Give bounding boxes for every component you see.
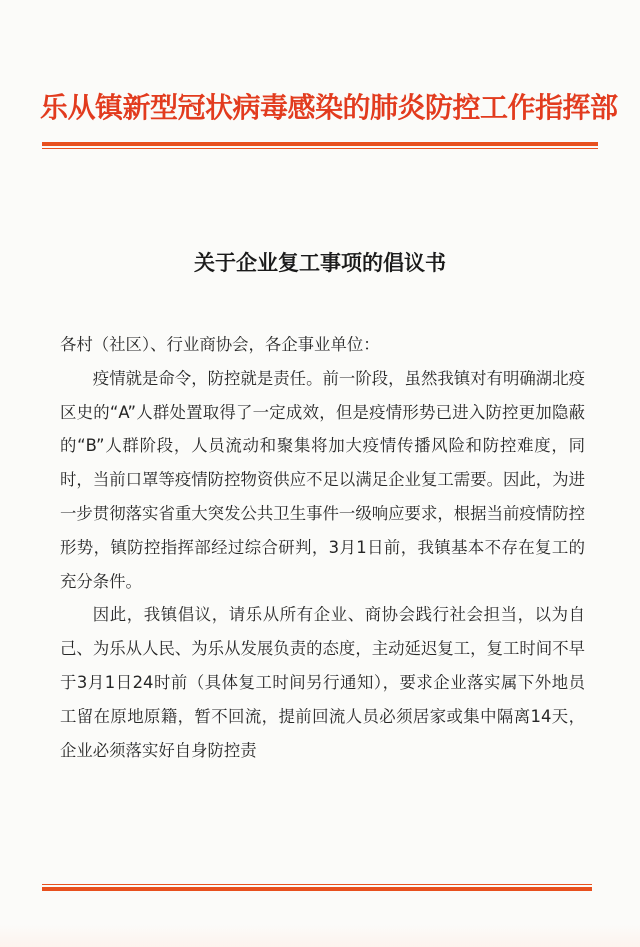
document-title: 关于企业复工事项的倡议书 — [194, 250, 446, 275]
letterhead-divider-thin — [42, 148, 598, 149]
document-body — [60, 328, 585, 767]
footer-divider-thick — [42, 887, 592, 891]
issuer-letterhead: 乐从镇新型冠状病毒感染的肺炎防控工作指挥部 — [40, 91, 618, 124]
letterhead-divider-thick — [42, 142, 598, 146]
salutation: 各村（社区）、行业商协会，各企事业单位： — [60, 335, 380, 354]
body-paragraph-2: 因此，我镇倡议，请乐从所有企业、商协会践行社会担当，以为自己、为乐从人民、为乐从发展负责的态度，主动延迟复工，复工时间不早于3月1日24时前（具体复工时间另行通知），要求企业落实属下外地员工留在原地原籍，暂不回流，提前回流人员必须居家或集中隔离14天，企业必须落实好自身防控责 — [60, 605, 585, 760]
footer-divider-thin — [42, 884, 592, 885]
body-paragraph-1: 疫情就是命令，防控就是责任。前一阶段，虽然我镇对有明确湖北疫区史的“A”人群处置取得了一定成效，但是疫情形势已进入防控更加隐蔽的“B”人群阶段，人员流动和聚集将加大疫情传播风险和防控难度，同时，当前口罩等疫情防控物资供应不足以满足企业复工需要。因此，为进一步贯彻落实省重大突发公共卫生事件一级响应要求，根据当前疫情防控形势，镇防控指挥部经过综合研判，3月1日前，我镇基本不存在复工的充分条件。 — [60, 368, 585, 591]
page-bottom-edge — [0, 925, 640, 947]
